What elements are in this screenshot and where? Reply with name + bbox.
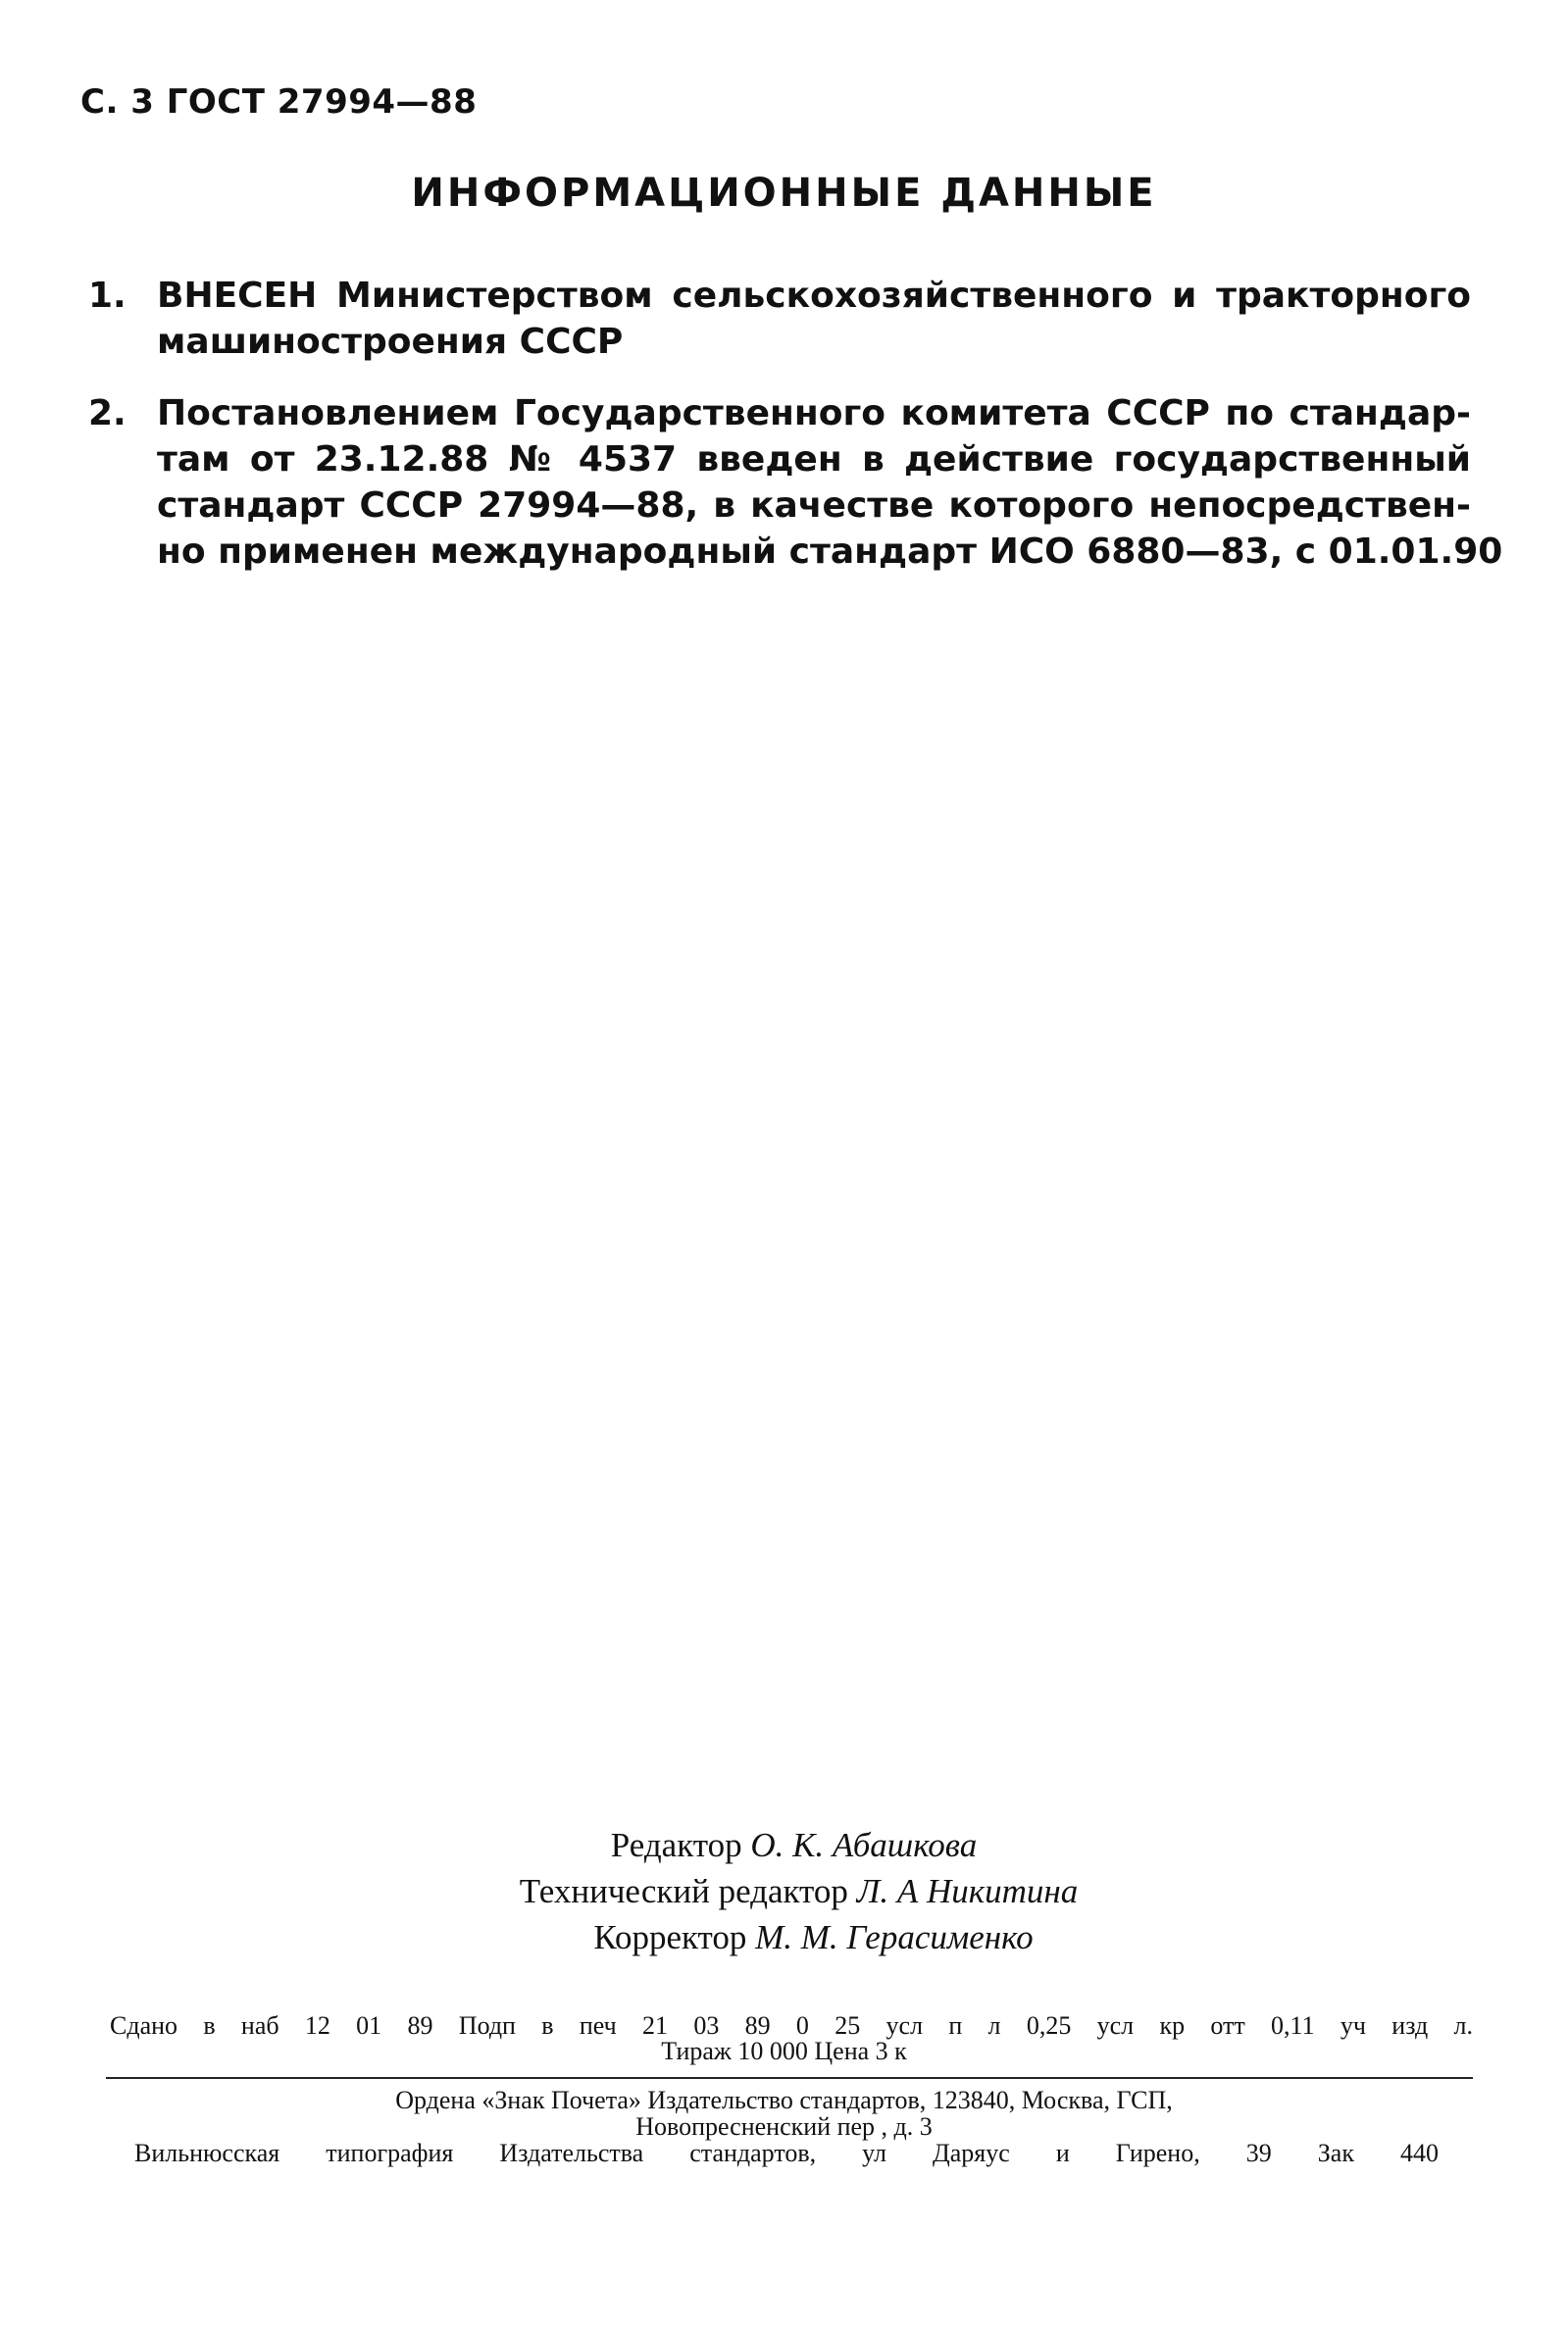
- publisher-line-3: Вильнюсская типография Издательства стандартов, ул Даряус и Гирено, 39 Зак 440: [134, 2139, 1439, 2167]
- info-item-2: [88, 390, 1503, 575]
- credit-editor: [0, 1822, 1568, 1868]
- divider: [106, 2077, 1473, 2079]
- item-line: Постановлением Государственного комитета СССР по стандар-: [157, 393, 1471, 433]
- credit-tech-editor: [0, 1868, 1568, 1914]
- item-line: там от 23.12.88 № 4537 введен в действие государственный: [157, 439, 1471, 480]
- item-line: но применен международный стандарт ИСО 6880—83, с 01.01.90: [157, 532, 1503, 572]
- item-number: 2.: [88, 393, 126, 433]
- publisher-block: [0, 2087, 1568, 2166]
- page-header: С. 3 ГОСТ 27994—88: [80, 82, 478, 122]
- credit-name: Л. А Никитина: [856, 1872, 1079, 1910]
- item-line: ВНЕСЕН Министерством сельскохозяйственного и тракторного: [157, 276, 1471, 316]
- imprint-line-1: Сдано в наб 12 01 89 Подп в печ 21 03 89 0 25 усл п л 0,25 усл кр отт 0,11 уч изд л.: [110, 2011, 1473, 2040]
- credit-name: М. М. Герасименко: [755, 1918, 1034, 1956]
- publisher-line-1: Ордена «Знак Почета» Издательство стандартов, 123840, Москва, ГСП,: [395, 2086, 1173, 2114]
- item-line: машиностроения СССР: [157, 322, 624, 362]
- info-item-1: [88, 273, 1471, 365]
- credit-corrector: [0, 1914, 1568, 1960]
- item-number: 1.: [88, 276, 126, 316]
- imprint-line-2: Тираж 10 000 Цена 3 к: [661, 2037, 907, 2065]
- item-line: стандарт СССР 27994—88, в качестве которого непосредствен-: [157, 485, 1471, 526]
- credit-role: Корректор: [593, 1918, 747, 1956]
- page-title: ИНФОРМАЦИОННЫЕ ДАННЫЕ: [411, 171, 1157, 216]
- credit-role: Редактор: [610, 1826, 742, 1864]
- credits-block: [0, 1822, 1568, 1960]
- publisher-line-2: Новопресненский пер , д. 3: [635, 2112, 933, 2141]
- credit-name: О. К. Абашкова: [750, 1826, 978, 1864]
- credit-role: Технический редактор: [519, 1872, 848, 1910]
